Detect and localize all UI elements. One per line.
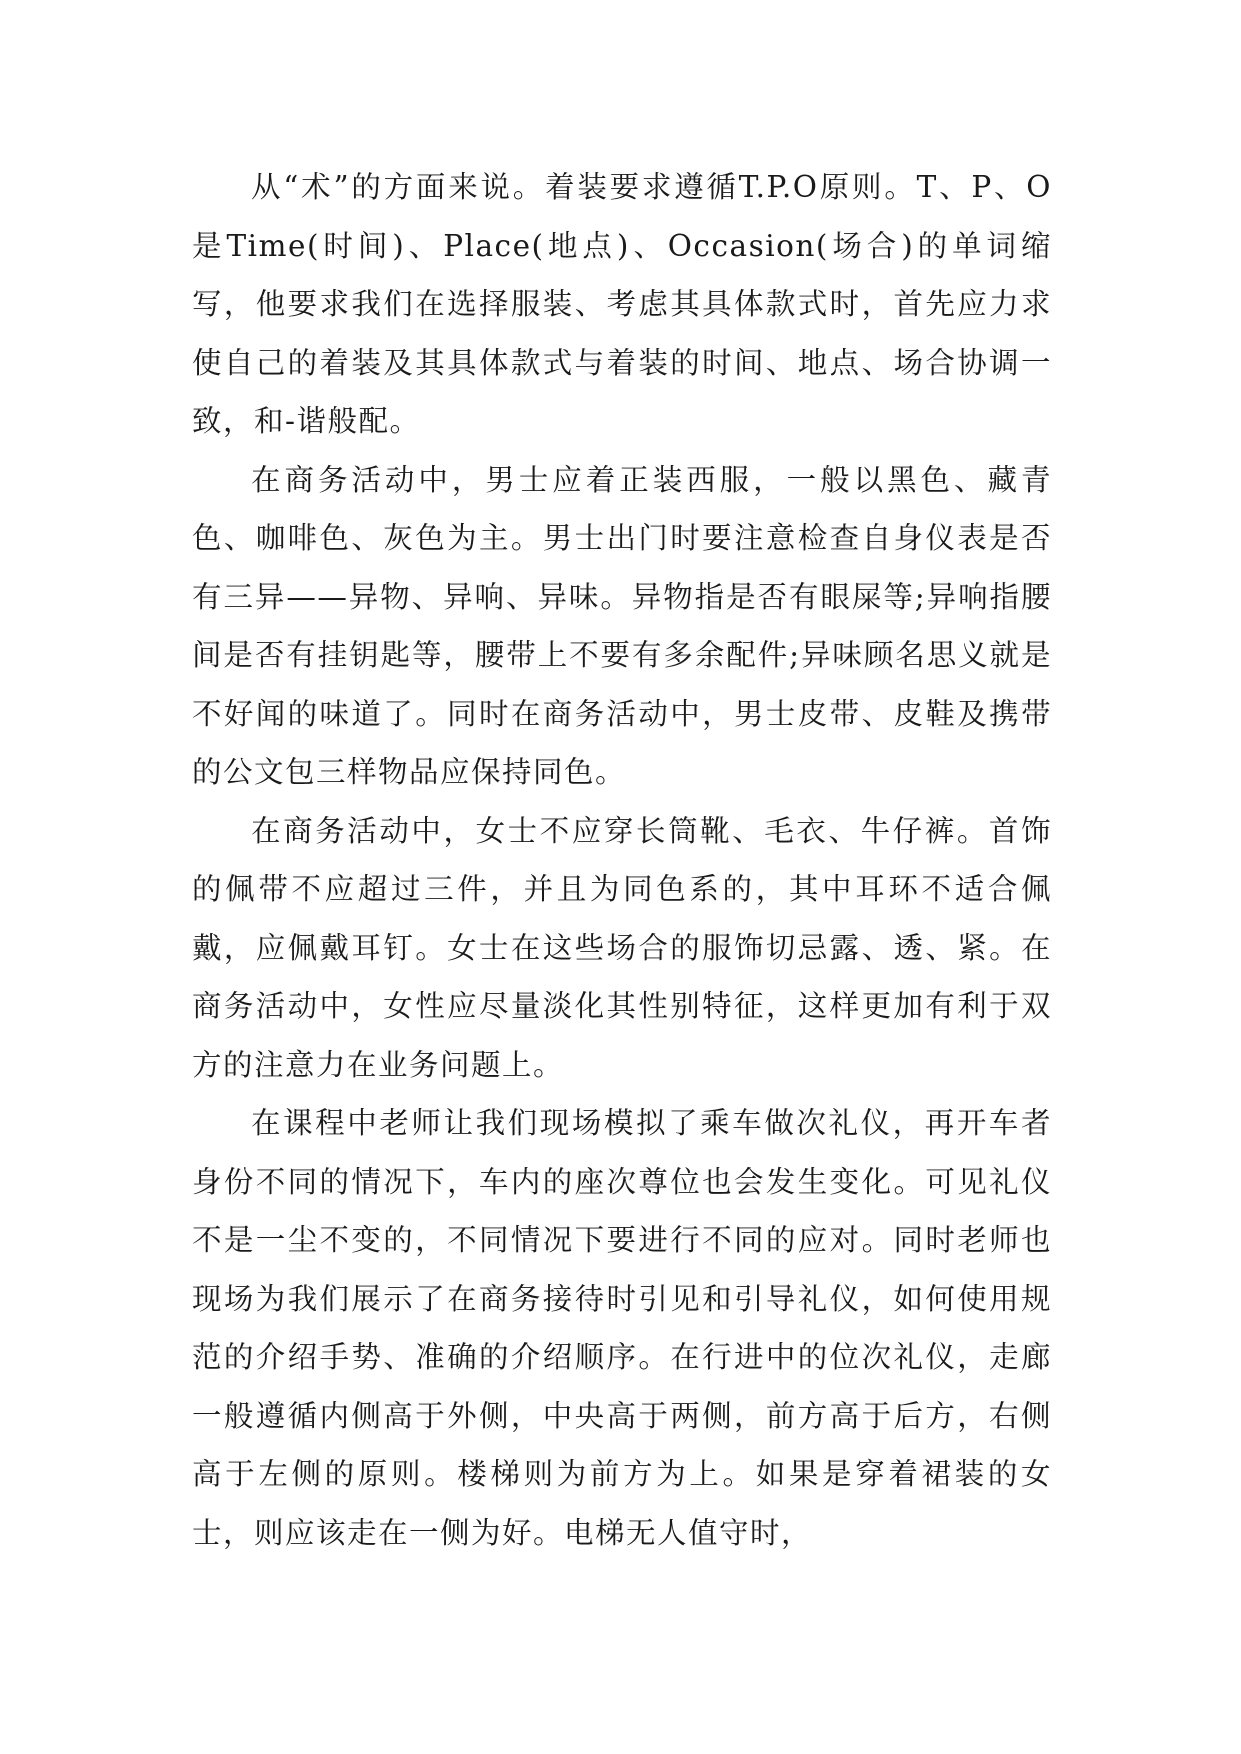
paragraph-women-business-attire: 在商务活动中，女士不应穿长筒靴、毛衣、牛仔裤。首饰的佩带不应超过三件，并且为同色系的，其中耳环不适合佩戴，应佩戴耳钉。女士在这些场合的服饰切忌露、透、紧。在商务活动中，女性应尽量淡化其性别特征，这样更加有利于双方的注意力在业务问题上。 bbox=[192, 813, 1052, 1082]
paragraph-men-business-attire: 在商务活动中，男士应着正装西服，一般以黑色、藏青色、咖啡色、灰色为主。男士出门时要注意检查自身仪表是否有三异——异物、异响、异味。异物指是否有眼屎等;异响指腰间是否有挂钥匙等，腰带上不要有多余配件;异味顾名思义就是不好闻的味道了。同时在商务活动中，男士皮带、皮鞋及携带的公文包三样物品应保持同色。 bbox=[192, 462, 1052, 789]
document-body bbox=[192, 158, 1052, 1562]
paragraph-attire-tpo: 从“术”的方面来说。着装要求遵循T.P.O原则。T、P、O是Time(时间)、Place(地点)、Occasion(场合)的单词缩写，他要求我们在选择服装、考虑其具体款式时，首先应力求使自己的着装及其具体款式与着装的时间、地点、场合协调一致，和-谐般配。 bbox=[192, 170, 1052, 438]
paragraph-seating-walking-etiquette: 在课程中老师让我们现场模拟了乘车做次礼仪，再开车者身份不同的情况下，车内的座次尊位也会发生变化。可见礼仪不是一尘不变的，不同情况下要进行不同的应对。同时老师也现场为我们展示了在商务接待时引见和引导礼仪，如何使用规范的介绍手势、准确的介绍顺序。在行进中的位次礼仪，走廊一般遵循内侧高于外侧，中央高于两侧，前方高于后方，右侧高于左侧的原则。楼梯则为前方为上。如果是穿着裙装的女士，则应该走在一侧为好。电梯无人值守时， bbox=[192, 1106, 1052, 1550]
